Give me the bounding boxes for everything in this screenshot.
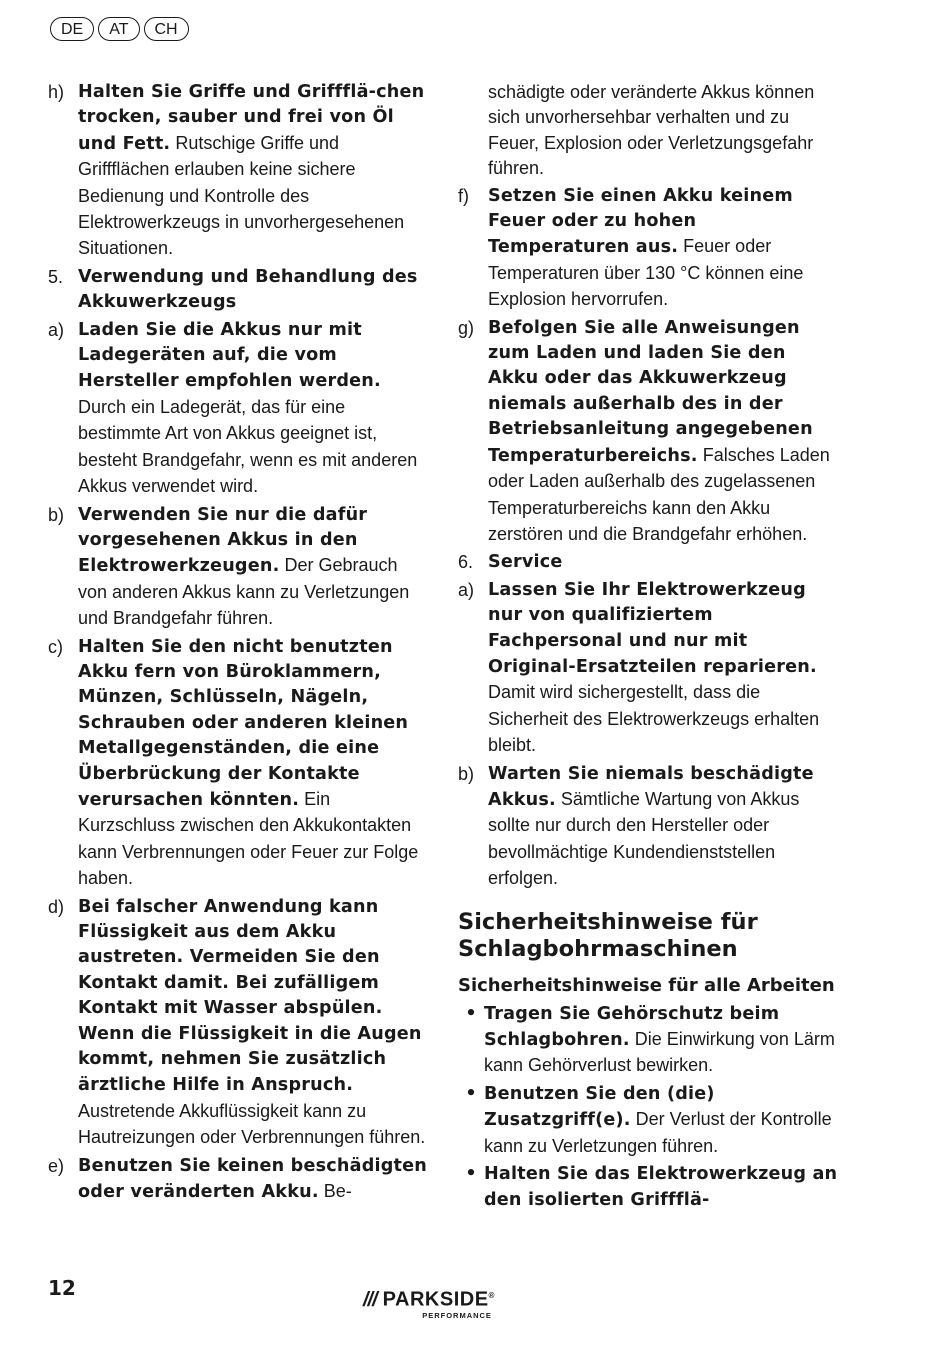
bullet-icon: • [465,1083,477,1104]
item-label: a) [458,579,475,600]
right-column [458,80,838,1216]
item-text: Ein Kurzschluss zwischen den Akkukontakten kann Verbrennungen oder Feuer zur Folge haben. [78,788,419,889]
bullet-item [458,1002,838,1080]
item-label: f) [458,185,469,206]
item-bold: Halten Sie den nicht benutzten Akku fern von Büroklammern, Münzen, Schlüsseln, Nägeln, Schrauben oder anderen kleinen Metallgegenständen, die eine Überbrückung der Kontakte verursachen könnten. [78,636,409,810]
section-6 [458,550,838,575]
item-label: h) [48,82,65,102]
item-label: b) [48,504,65,525]
item-text: Be- [318,1181,352,1202]
item-bold: Halten Sie Griffe und Griffflä-chen trocken, sauber und frei von Öl und Fett. [78,82,425,154]
item-a [48,318,428,501]
item-d [48,895,428,1152]
bullet-bold: Tragen Sie Gehörschutz beim Schlagbohren. [484,1003,780,1050]
logo-reg: ® [488,1291,495,1300]
item-bold: Benutzen Sie keinen beschädigten oder veränderten Akku. [78,1155,427,1203]
item-e [48,1154,428,1206]
item-a6 [458,578,838,760]
bullet-item [458,1082,838,1160]
item-label: g) [458,317,475,338]
badge-de: DE [50,17,94,41]
item-text: Rutschige Griffe und Griffflächen erlauben keine sichere Bedienung und Kontrolle des Elektrowerkzeugs in unvorhergesehenen Situationen. [78,132,405,259]
item-bold: Lassen Sie Ihr Elektrowerkzeug nur von qualifiziertem Fachpersonal und nur mit Original-Ersatzteilen reparieren. [488,579,817,677]
item-text: Der Gebrauch von anderen Akkus kann zu Verletzungen und Brandgefahr führen. [78,555,410,629]
section-number: 5. [48,266,64,287]
item-text: Sämtliche Wartung von Akkus sollte nur durch den Hersteller oder bevollmächtige Kundendienststellen erfolgen. [488,788,800,889]
item-bold: Bei falscher Anwendung kann Flüssigkeit aus dem Akku austreten. Vermeiden Sie den Kontakt damit. Bei zufälligem Kontakt mit Wasser abspülen. Wenn die Flüssigkeit in die Augen kommt, nehmen Sie zusätzlich ärztliche Hilfe in Anspruch. [78,896,422,1096]
bullet-bold: Benutzen Sie den (die) Zusatzgriff(e). [484,1083,715,1131]
bullet-icon: • [465,1003,477,1024]
item-b [48,503,428,633]
item-c [48,635,428,893]
item-e-continuation: schädigte oder veränderte Akkus können sich unvorhersehbar verhalten und zu Feuer, Explosion oder Verletzungsgefahr führen. [488,82,815,179]
bullet-bold: Halten Sie das Elektrowerkzeug an den isolierten Griffflä- [484,1164,838,1211]
item-bold: Verwenden Sie nur die dafür vorgesehenen Akkus in den Elektrowerkzeugen. [78,504,368,577]
section-number: 6. [458,552,474,573]
item-bold: Laden Sie die Akkus nur mit Ladegeräten auf, die vom Hersteller empfohlen werden. [78,319,381,392]
section-title: Service [488,552,563,573]
section-title: Verwendung und Behandlung des Akkuwerkzeugs [78,266,418,313]
country-badges [50,17,189,41]
item-text: Durch ein Ladegerät, das für eine bestimmte Art von Akkus geeignet ist, besteht Brandgefahr, wenn es mit anderen Akkus verwendet wird. [78,396,418,497]
item-label: b) [458,763,475,784]
logo-name: PARKSIDE [382,1288,489,1311]
section-subheading: Sicherheitshinweise für alle Arbeiten [458,974,835,996]
section-heading: Sicherheitshinweise für Schlagbohrmaschinen [458,908,758,962]
badge-ch: CH [144,17,189,41]
item-g [458,316,838,549]
item-text: Austretende Akkuflüssigkeit kann zu Hautreizungen oder Verbrennungen führen. [78,1100,426,1148]
left-column [48,80,428,1207]
item-bold: Befolgen Sie alle Anweisungen zum Laden und laden Sie den Akku oder das Akkuwerkzeug niemals außerhalb des in der Betriebsanleitung angegebenen Temperaturbereichs. [488,317,813,466]
bullet-text: Die Einwirkung von Lärm kann Gehörverlust bewirken. [484,1029,835,1076]
item-f [458,184,838,314]
logo-sub: PERFORMANCE [422,1310,492,1320]
section-5 [48,265,428,316]
item-label: a) [48,319,65,340]
item-label: d) [48,896,65,917]
logo-slashes: /// [363,1288,377,1311]
item-h [48,80,428,263]
item-label: c) [48,636,63,657]
item-text: Falsches Laden oder Laden außerhalb des zugelassenen Temperaturbereichs kann den Akku zerstören und die Brandgefahr erhöhen. [488,444,830,544]
bullet-item [458,1162,838,1214]
page-number: 12 [48,1276,76,1300]
item-bold: Setzen Sie einen Akku keinem Feuer oder zu hohen Temperaturen aus. [488,185,793,258]
parkside-logo [363,1286,495,1320]
item-b6 [458,762,838,893]
bullet-text: Der Verlust der Kontrolle kann zu Verletzungen führen. [484,1109,832,1156]
item-label: e) [48,1155,65,1176]
bullet-icon: • [465,1164,477,1185]
badge-at: AT [98,17,139,41]
item-text: Damit wird sichergestellt, dass die Sicherheit des Elektrowerkzeugs erhalten bleibt. [488,682,820,756]
item-text: Feuer oder Temperaturen über 130 °C können eine Explosion hervorrufen. [488,236,804,310]
item-bold: Warten Sie niemals beschädigte Akkus. [488,763,814,810]
